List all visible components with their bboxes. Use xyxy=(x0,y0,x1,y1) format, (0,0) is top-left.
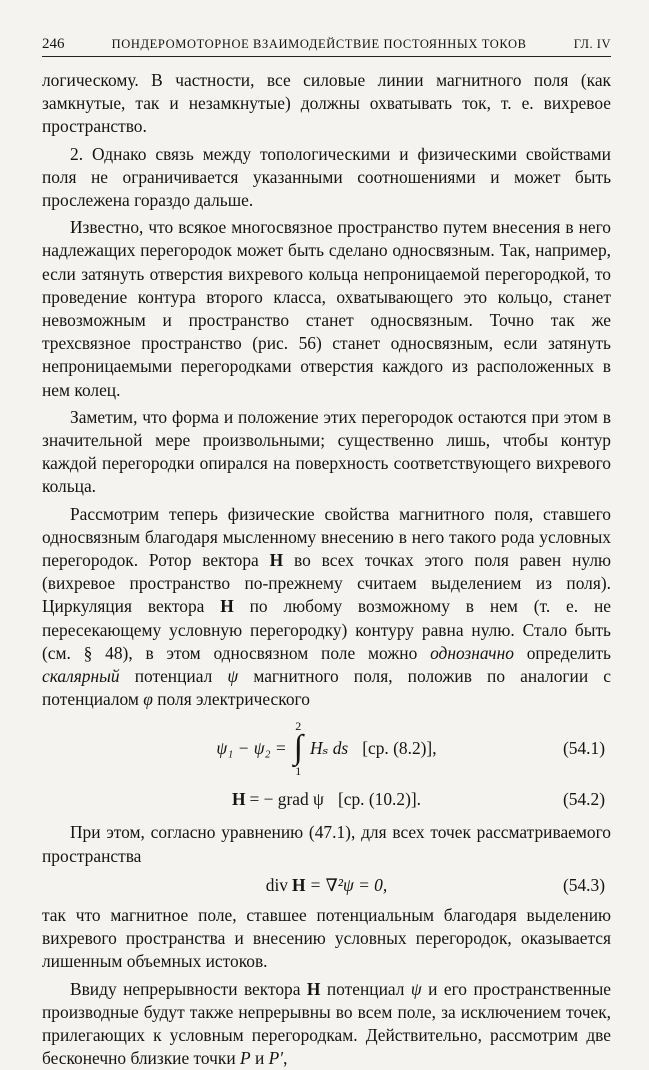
vector-H: H xyxy=(232,788,246,811)
integral-lower-limit: 1 xyxy=(295,765,301,777)
paragraph-8: Ввиду непрерывности вектора H потенциал ψ и его пространственные производные будут также непрерывны во всем поле, за исключением точек, прилегающих к условным перегородкам. Действительно, рассмотрим две бесконечно близкие точки P и P′, xyxy=(42,978,611,1070)
paragraph-7: так что магнитное поле, ставшее потенциальным благодаря выделению вихревого пространства и внесению условных перегородок, оказывается лишенным объемных истоков. xyxy=(42,904,611,974)
emphasis-scalar: скалярный xyxy=(42,666,120,686)
symbol-psi: ψ xyxy=(411,979,422,999)
eq-reference: [ср. (10.2)]. xyxy=(338,788,421,811)
div-operator: div xyxy=(266,874,288,897)
running-title: ПОНДЕРОМОТОРНОЕ ВЗАИМОДЕЙСТВИЕ ПОСТОЯННЫХ ТОКОВ xyxy=(112,37,527,52)
integral-symbol: ∫ xyxy=(294,732,303,764)
eq-lhs: ψ₁ − ψ₂ = xyxy=(216,737,286,760)
paragraph-2: 2. Однако связь между топологическими и физическими свойствами поля не ограничивается указанными соотношениями и может быть прослежена гораздо дальше. xyxy=(42,143,611,213)
paragraph-4: Заметим, что форма и положение этих перегородок остаются при этом в значительной мере произвольными; существенно лишь, чтобы контур каждой перегородки опирался на поверхность соответствующего вихревого кольца. xyxy=(42,406,611,499)
running-head xyxy=(42,36,611,57)
symbol-psi: ψ xyxy=(227,666,238,686)
symbol-phi: φ xyxy=(143,689,153,709)
vector-H: H xyxy=(220,596,234,616)
chapter-label: ГЛ. IV xyxy=(574,37,611,52)
vector-H: H xyxy=(270,550,284,570)
emphasis-unambiguously: однозначно xyxy=(430,643,514,663)
paragraph-5: Рассмотрим теперь физические свойства магнитного поля, ставшего односвязным благодаря мысленному внесению в него такого рода условных перегородок. Ротор вектора H во всех точках этого поля равен нулю (вихревое пространство по-прежнему считаем выделением из поля). Циркуляция вектора H по любому возможному в нем (т. е. не пересекающему условную перегородку) контуру равна нулю. Стало быть (см. § 48), в этом односвязном поле можно однозначно определить скалярный потенциал ψ магнитного поля, положив по аналогии с потенциалом φ поля электрического xyxy=(42,503,611,712)
equation-number: (54.2) xyxy=(563,788,605,811)
integrand: Hₛ ds xyxy=(310,737,348,760)
vector-H: H xyxy=(307,979,321,999)
paragraph-3: Известно, что всякое многосвязное пространство путем внесения в него надлежащих перегородок может быть сделано односвязным. Так, например, если затянуть отверстия вихревого кольца непроницаемой перегородкой, то проведение контура второго класса, охватывающего это кольцо, станет невозможным и пространство станет односвязным. Точно так же трехсвязное пространство (рис. 56) станет односвязным, если затянуть непроницаемыми перегородками отверстия каждого из расположенных в нем колец. xyxy=(42,216,611,402)
integral-upper-limit: 2 xyxy=(295,720,301,732)
eq-rhs: = − grad ψ xyxy=(250,788,324,811)
equation-54-2 xyxy=(42,785,611,813)
integral-sign xyxy=(294,720,303,776)
equation-54-1 xyxy=(42,715,611,781)
equation-54-3 xyxy=(42,872,611,900)
eq-reference: [ср. (8.2)], xyxy=(362,737,436,760)
page-number: 246 xyxy=(42,36,65,53)
point-P-prime: P′ xyxy=(269,1048,283,1068)
equation-number: (54.1) xyxy=(563,737,605,760)
vector-H: H xyxy=(292,874,306,897)
paragraph-6: При этом, согласно уравнению (47.1), для всех точек рассматриваемого пространства xyxy=(42,821,611,867)
paragraph-1: логическому. В частности, все силовые линии магнитного поля (как замкнутые, так и незамкнутые) должны охватывать ток, т. е. вихревое пространство. xyxy=(42,69,611,139)
eq-rhs: = ∇²ψ = 0, xyxy=(310,874,388,897)
point-P: P xyxy=(240,1048,251,1068)
equation-number: (54.3) xyxy=(563,874,605,897)
body-text xyxy=(42,69,611,1070)
